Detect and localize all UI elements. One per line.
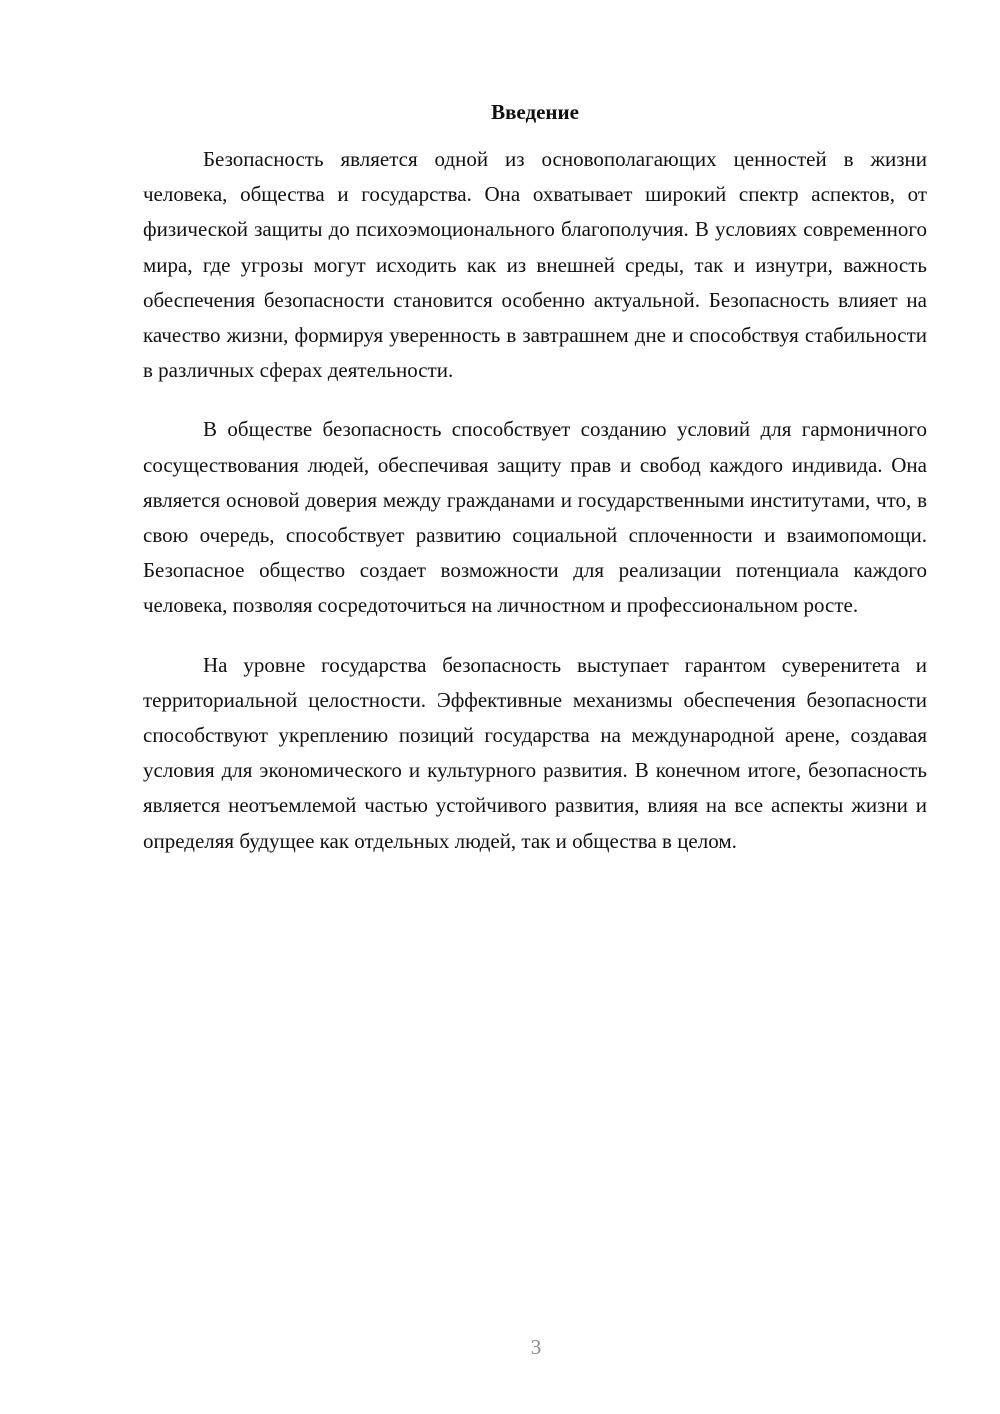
paragraph-3: На уровне государства безопасность выступает гарантом суверенитета и территориальной целостности. Эффективные механизмы обеспечения безопасности способствуют укреплению позиций государства на международной арене, создавая условия для экономического и культурного развития. В конечном итоге, безопасность является неотъемлемой частью устойчивого развития, влияя на все аспекты жизни и определяя будущее как отдельных людей, так и общества в целом. xyxy=(143,652,927,853)
paragraph-1: Безопасность является одной из основополагающих ценностей в жизни человека, общества и государства. Она охватывает широкий спектр аспектов, от физической защиты до психоэмоционального благополучия. В условиях современного мира, где угрозы могут исходить как из внешней среды, так и изнутри, важность обеспечения безопасности становится особенно актуальной. Безопасность влияет на качество жизни, формируя уверенность в завтрашнем дне и способствуя стабильности в различных сферах деятельности. xyxy=(143,147,927,383)
page-number: 3 xyxy=(530,1335,542,1359)
section-title: Введение xyxy=(491,100,579,124)
paragraph-2: В обществе безопасность способствует созданию условий для гармоничного сосуществования людей, обеспечивая защиту прав и свобод каждого индивида. Она является основой доверия между гражданами и государственными институтами, что, в свою очередь, способствует развитию социальной сплоченности и взаимопомощи. Безопасное общество создает возможности для реализации потенциала каждого человека, позволяя сосредоточиться на личностном и профессиональном росте. xyxy=(143,417,927,618)
document-body xyxy=(143,142,927,883)
